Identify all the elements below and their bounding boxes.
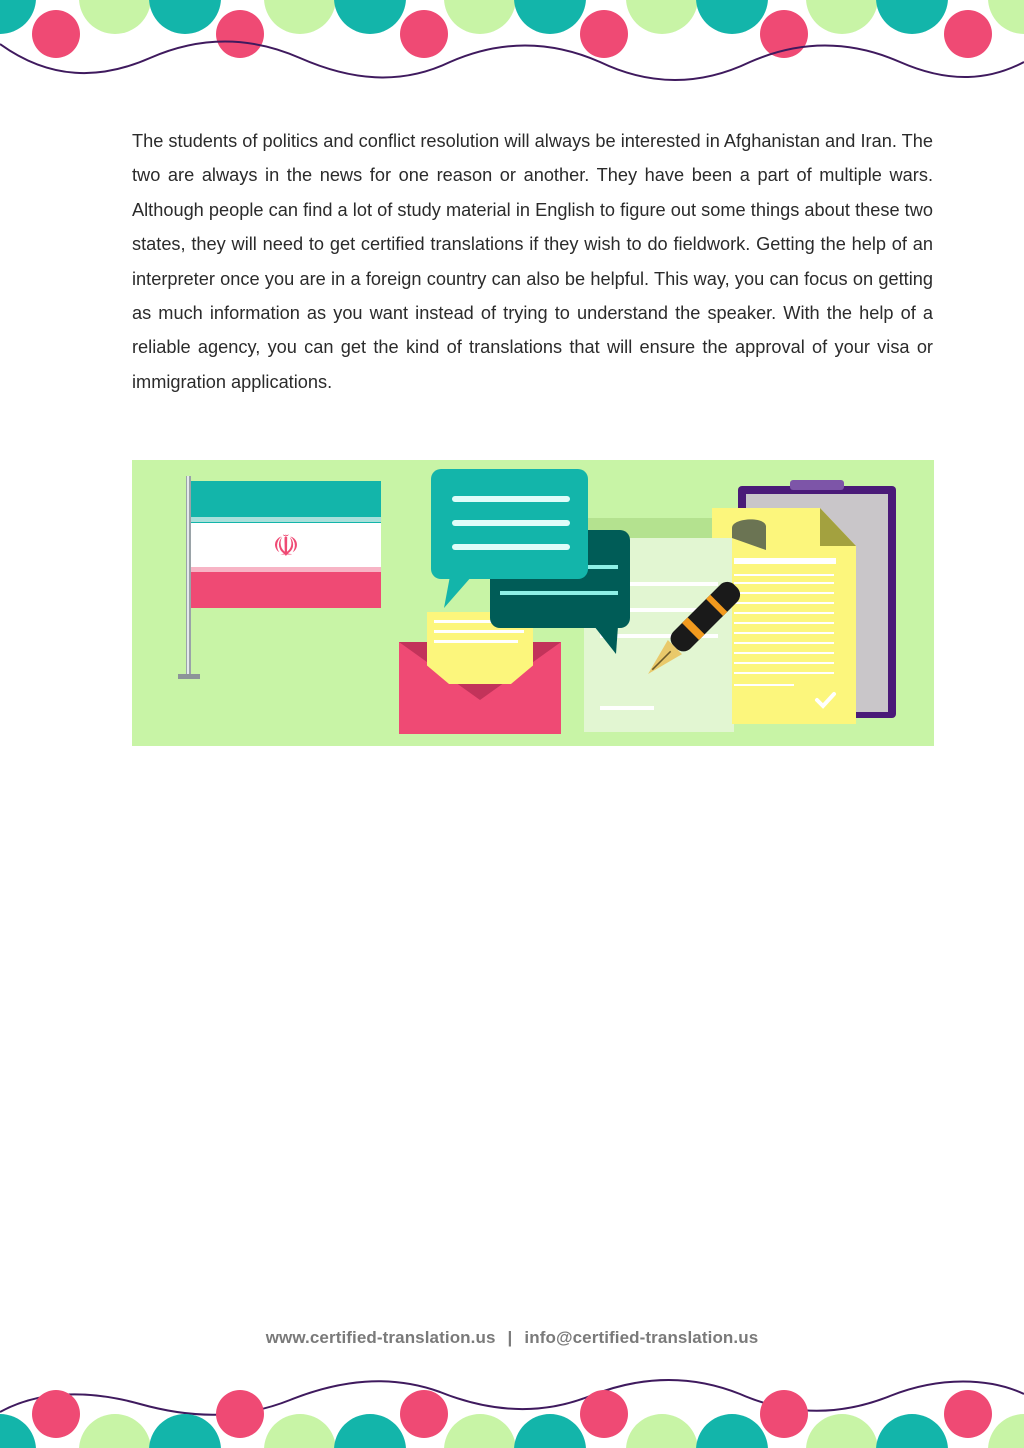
translation-illustration: [132, 460, 934, 746]
top-decorative-border: [0, 0, 1024, 90]
flag-emblem: ☫: [272, 529, 300, 564]
footer-separator: |: [507, 1328, 513, 1347]
bottom-decorative-border: [0, 1360, 1024, 1448]
footer-contact: [0, 1328, 1024, 1348]
footer-email-link[interactable]: info@certified-translation.us: [524, 1328, 759, 1347]
footer-website-link[interactable]: www.certified-translation.us: [265, 1328, 496, 1347]
body-paragraph: The students of politics and conflict resolution will always be interested in Afghanistan and Iran. The two are always in the news for one reason or another. They have been a part of multiple wars. Although people can find a lot of study material in English to figure out some things about these two states, they will need to get certified translations if they wish to do fieldwork. Getting the help of an interpreter once you are in a foreign country can also be helpful. This way, you can focus on getting as much information as you want instead of trying to understand the speaker. With the help of a reliable agency, you can get the kind of translations that will ensure the approval of your visa or immigration applications.: [132, 131, 933, 392]
certified-document: [712, 508, 856, 724]
